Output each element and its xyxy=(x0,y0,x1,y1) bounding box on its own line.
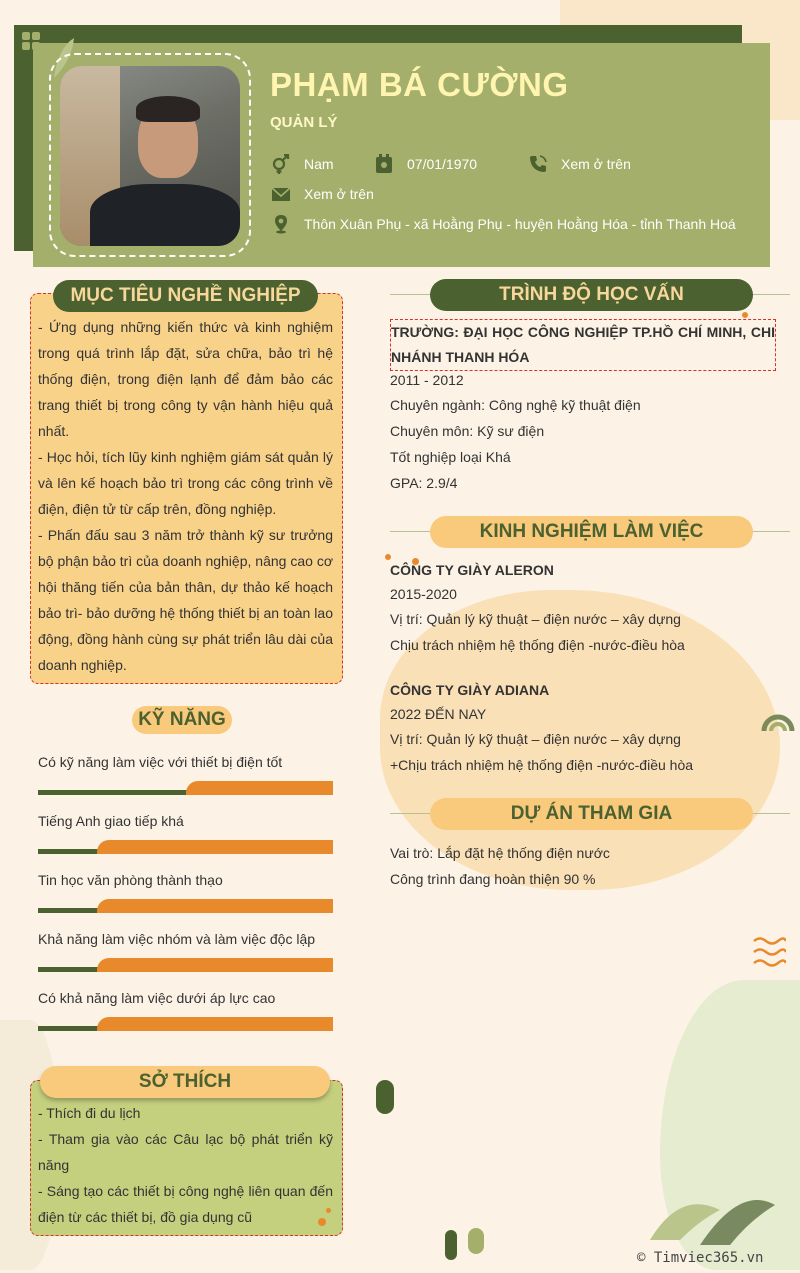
decor-shape xyxy=(376,1080,394,1114)
decor-dot xyxy=(742,312,748,318)
hobbies-list xyxy=(38,1100,333,1230)
gender-value: Nam xyxy=(304,156,334,172)
education-specialty: Chuyên môn: Kỹ sư điện xyxy=(390,423,545,439)
hobby-item: - Sáng tạo các thiết bị công nghệ liên quan đến điện từ các thiết bị, đồ gia dụng cũ xyxy=(38,1183,333,1225)
skill-level-fill xyxy=(186,781,334,795)
education-major: Chuyên ngành: Công nghệ kỹ thuật điện xyxy=(390,397,641,413)
skill-label: Khả năng làm việc nhóm và làm việc độc lập xyxy=(38,931,316,947)
job-period: 2022 ĐẾN NAY xyxy=(390,706,487,722)
skill-label: Có kỹ năng làm việc với thiết bị điện tốt xyxy=(38,754,283,770)
hobbies-heading: SỞ THÍCH xyxy=(40,1066,330,1098)
job-company: CÔNG TY GIÀY ALERON xyxy=(390,562,554,578)
leaf-decor-icon xyxy=(640,1180,780,1250)
skill-bar xyxy=(38,781,333,795)
skill-label: Có khả năng làm việc dưới áp lực cao xyxy=(38,990,276,1006)
project-role: Vai trò: Lắp đặt hệ thống điện nước xyxy=(390,845,610,861)
candidate-name: PHẠM BÁ CƯỜNG xyxy=(270,66,569,103)
birthday-info xyxy=(373,153,477,175)
birthday-value: 07/01/1970 xyxy=(407,156,478,172)
avatar xyxy=(60,66,240,246)
objective-text xyxy=(38,314,333,678)
location-pin-icon xyxy=(270,213,292,235)
email-info xyxy=(270,183,374,205)
decor-shape xyxy=(468,1228,484,1254)
address-info xyxy=(270,213,736,235)
skill-bar xyxy=(38,899,333,913)
job-duty: Chịu trách nhiệm hệ thống điện -nước-điều hòa xyxy=(390,637,685,653)
education-gpa: GPA: 2.9/4 xyxy=(390,475,458,491)
phone-info xyxy=(527,153,631,175)
skill-label: Tiếng Anh giao tiếp khá xyxy=(38,813,184,829)
candidate-position: QUẢN LÝ xyxy=(270,114,338,131)
education-years: 2011 - 2012 xyxy=(390,372,464,388)
wave-lines-icon xyxy=(752,935,786,969)
hobby-item: - Thích đi du lịch xyxy=(38,1105,141,1121)
phone-value: Xem ở trên xyxy=(561,156,631,172)
watermark: © Timviec365.vn xyxy=(637,1250,764,1266)
gender-icon xyxy=(270,153,292,175)
decor-dot xyxy=(385,554,391,560)
calendar-icon xyxy=(373,153,395,175)
job-period: 2015-2020 xyxy=(390,586,457,602)
objective-paragraph: - Phấn đấu sau 3 năm trở thành kỹ sư trưởng bộ phận bảo trì của doanh nghiệp, nâng cao cơ hội thăng tiến của bản thân, dự thảo kế hoạch bảo trì- bảo dưỡng hệ thống thiết bị an toàn lao động, đồng hành cùng sự phát triển lâu dài của doanh nghiệp. xyxy=(38,527,333,673)
skill-bar xyxy=(38,958,333,972)
mail-icon xyxy=(270,183,292,205)
decor-dot xyxy=(318,1218,326,1226)
rainbow-icon xyxy=(760,693,796,733)
objective-paragraph: - Học hỏi, tích lũy kinh nghiệm giám sát quản lý và lên kế hoạch bảo trì trong các công trình về điện, điện tử từ cấp trên, đồng nghiệp. xyxy=(38,449,333,517)
objective-paragraph: - Ứng dụng những kiến thức và kinh nghiệm trong quá trình lắp đặt, sửa chữa, bảo trì hệ thống điện, trong điện lạnh để đảm bảo các trang thiết bị trong công ty vận hành hiệu quả nhất. xyxy=(38,319,333,439)
skill-level-fill xyxy=(97,899,333,913)
email-value: Xem ở trên xyxy=(304,186,374,202)
address-value: Thôn Xuân Phụ - xã Hoằng Phụ - huyện Hoằng Hóa - tỉnh Thanh Hoá xyxy=(304,216,736,232)
education-heading: TRÌNH ĐỘ HỌC VẤN xyxy=(430,279,753,311)
projects-heading: DỰ ÁN THAM GIA xyxy=(430,798,753,830)
skill-bar xyxy=(38,1017,333,1031)
skill-level-fill xyxy=(97,1017,333,1031)
gender-info xyxy=(270,153,334,175)
education-grade: Tốt nghiệp loại Khá xyxy=(390,449,511,465)
skill-level-fill xyxy=(97,958,333,972)
skill-label: Tin học văn phòng thành thạo xyxy=(38,872,223,888)
hobby-item: - Tham gia vào các Câu lạc bộ phát triển kỹ năng xyxy=(38,1131,333,1173)
decor-dot xyxy=(326,1208,331,1213)
objective-heading: MỤC TIÊU NGHỀ NGHIỆP xyxy=(53,280,318,312)
skills-heading: KỸ NĂNG xyxy=(132,706,232,734)
phone-icon xyxy=(527,153,549,175)
skill-level-fill xyxy=(97,840,333,854)
job-role: Vị trí: Quản lý kỹ thuật – điện nước – xây dựng xyxy=(390,611,681,627)
project-status: Công trình đang hoàn thiện 90 % xyxy=(390,871,596,887)
job-duty: +Chịu trách nhiệm hệ thống điện -nước-điều hòa xyxy=(390,757,694,773)
job-role: Vị trí: Quản lý kỹ thuật – điện nước – xây dựng xyxy=(390,731,681,747)
skill-bar xyxy=(38,840,333,854)
decor-shape xyxy=(445,1230,457,1260)
experience-heading: KINH NGHIỆM LÀM VIỆC xyxy=(430,516,753,548)
education-school: TRƯỜNG: ĐẠI HỌC CÔNG NGHIỆP TP.HỒ CHÍ MINH, CHI NHÁNH THANH HÓA xyxy=(390,319,776,371)
job-company: CÔNG TY GIÀY ADIANA xyxy=(390,682,550,698)
